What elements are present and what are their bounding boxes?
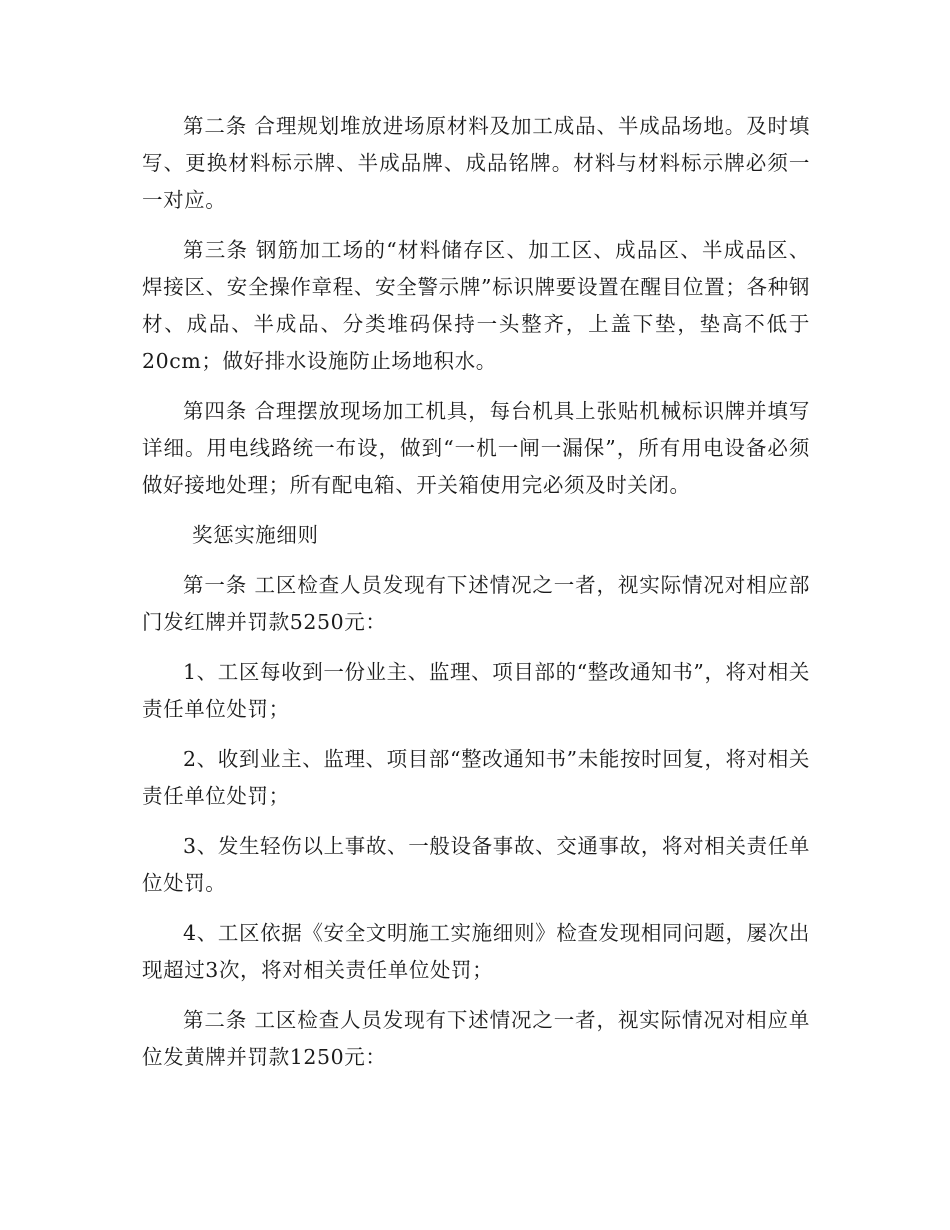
document-body [142, 108, 810, 1089]
reward-item-4: 4、工区依据《安全文明施工实施细则》检查发现相同问题，屡次出现超过3次，将对相关责任单位处罚； [142, 921, 810, 982]
reward-item-3: 3、发生轻伤以上事故、一般设备事故、交通事故，将对相关责任单位处罚。 [142, 834, 810, 895]
article-3-paragraph: 第三条 钢筋加工场的“材料储存区、加工区、成品区、半成品区、焊接区、安全操作章程、安全警示牌”标识牌要设置在醒目位置；各种钢材、成品、半成品、分类堆码保持一头整齐，上盖下垫，垫高不低于20cm；做好排水设施防止场地积水。 [142, 238, 810, 373]
reward-rule-2: 第二条 工区检查人员发现有下述情况之一者，视实际情况对相应单位发黄牌并罚款1250元： [142, 1008, 810, 1069]
section-title: 奖惩实施细则 [192, 523, 319, 547]
reward-rule-1: 第一条 工区检查人员发现有下述情况之一者，视实际情况对相应部门发红牌并罚款5250元： [142, 573, 810, 634]
reward-item-2: 2、收到业主、监理、项目部“整改通知书”未能按时回复，将对相关责任单位处罚； [142, 747, 810, 808]
article-2-paragraph: 第二条 合理规划堆放进场原材料及加工成品、半成品场地。及时填写、更换材料标示牌、半成品牌、成品铭牌。材料与材料标示牌必须一一对应。 [142, 114, 810, 212]
article-4-paragraph: 第四条 合理摆放现场加工机具，每台机具上张贴机械标识牌并填写详细。用电线路统一布设，做到“一机一闸一漏保”，所有用电设备必须做好接地处理；所有配电箱、开关箱使用完必须及时关闭。 [142, 399, 810, 497]
reward-item-1: 1、工区每收到一份业主、监理、项目部的“整改通知书”，将对相关责任单位处罚； [142, 660, 810, 721]
